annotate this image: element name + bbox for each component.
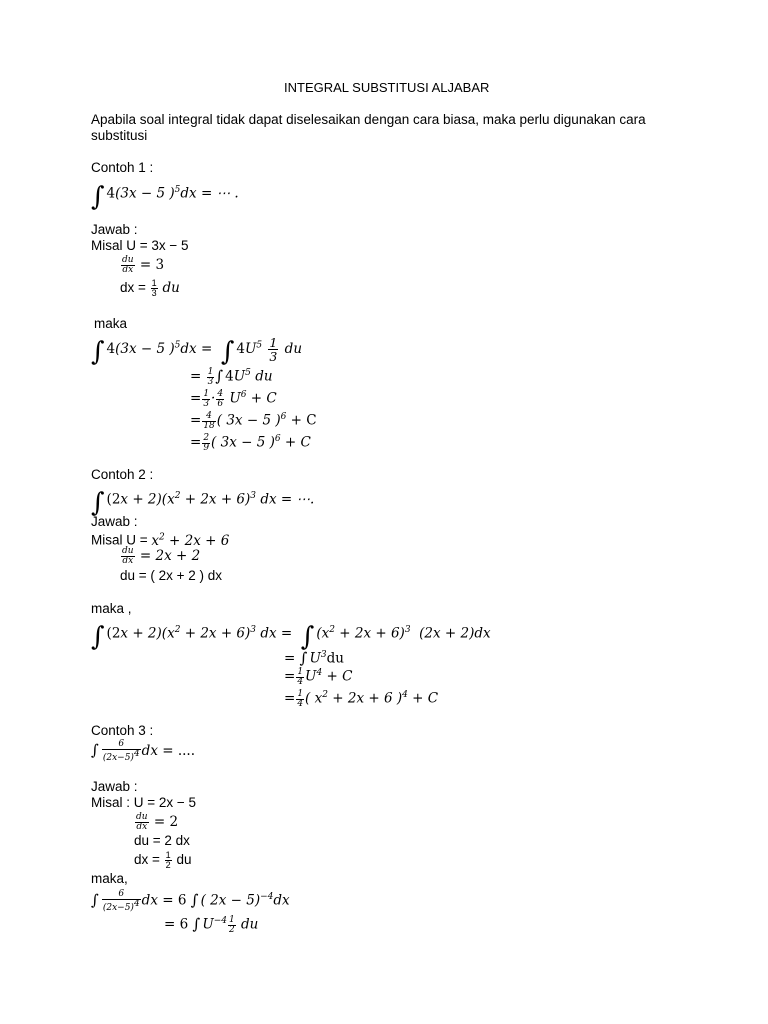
example-2-step-2: = $\frac{1}{4}$ $U^4 + C$ bbox=[284, 666, 353, 687]
example-2-answer-label: Jawab : bbox=[91, 514, 138, 529]
example-1-step-4: = $\frac{2}{9}$ ( 3x − 5 )$^6$ + C bbox=[190, 432, 311, 453]
example-1-heading: Contoh 1 : bbox=[91, 160, 154, 175]
misal-label: Misal U = bbox=[91, 532, 148, 548]
example-2-derivative: $\frac{du}{dx}$ = 2x + 2 bbox=[122, 546, 201, 566]
example-1-maka: maka bbox=[94, 316, 128, 331]
example-3-heading: Contoh 3 : bbox=[91, 723, 154, 738]
dx-label-3: dx = bbox=[134, 852, 160, 868]
example-3-problem: ∫ $\frac{6}{(2x-5)^4}$ dx = .... bbox=[91, 739, 196, 763]
example-3-substitution: Misal : U = 2x − 5 bbox=[91, 795, 197, 810]
example-1-derivative: $\frac{du}{dx}$ = 3 bbox=[122, 255, 165, 275]
example-3-maka: maka, bbox=[91, 871, 128, 886]
example-2-heading: Contoh 2 : bbox=[91, 467, 154, 482]
example-2-problem: ∫ $(2x + 2)(x^2 + 2x + 6)^3$ dx = ⋯. bbox=[91, 487, 315, 518]
example-2-substitution: Misal $U = x^2 + 2x + 6$ bbox=[91, 532, 230, 549]
dx-label: dx = bbox=[120, 280, 146, 296]
example-3-du: du = 2 dx bbox=[134, 833, 190, 848]
example-1-step-3: = $\frac{4}{18}$ ( 3x − 5 )$^6$ + C bbox=[190, 410, 317, 431]
example-1-step-2: = $\frac{1}{3}$ · $\frac{4}{6}$ $U^6 + C$ bbox=[190, 388, 277, 409]
example-1-substitution: Misal U = 3x − 5 bbox=[91, 238, 189, 253]
example-3-step-0: ∫ $\frac{6}{(2x-5)^4}$ dx = 6 ∫ ( 2x − 5)$^{-4}$dx bbox=[91, 888, 290, 913]
example-3-answer-label: Jawab : bbox=[91, 779, 138, 794]
example-1-answer-label: Jawab : bbox=[91, 222, 138, 237]
example-2-step-1: = ∫ $U^3du$ bbox=[284, 648, 344, 667]
example-2-maka: maka , bbox=[91, 601, 132, 616]
intro-paragraph: Apabila soal integral tidak dapat diselesaikan dengan cara biasa, maka perlu digunakan cara substitusi bbox=[91, 112, 646, 143]
example-3-dx: dx = $\frac{1}{2}$ du bbox=[134, 850, 192, 870]
page-title: INTEGRAL SUBSTITUSI ALJABAR bbox=[284, 80, 490, 95]
example-1-step-1: = $\frac{1}{3}$ ∫ $4U^5$ du bbox=[190, 366, 273, 387]
example-3-derivative: $\frac{du}{dx}$ = 2 bbox=[136, 812, 179, 832]
example-2-du: du = ( 2x + 2 ) dx bbox=[120, 568, 223, 583]
example-1-step-0: ∫ 4(3x − 5 )$^5$dx = ∫ $4U^5$ $\frac{1}{3}$ du bbox=[91, 335, 303, 367]
example-2-step-0: ∫ $(2x + 2)(x^2 + 2x + 6)^3$ dx = ∫ $(x^2 + 2x + 6)^3$ (2x + 2)dx bbox=[91, 621, 491, 652]
example-1-dx: dx = $\frac{1}{3}$ du bbox=[120, 278, 180, 298]
example-3-step-1: = 6 ∫ $U^{-4}$ $\frac{1}{2}$ du bbox=[164, 914, 259, 935]
example-2-step-3: = $\frac{1}{4}$ ( $x^2 + 2x + 6$ )$^4$ + C bbox=[284, 688, 439, 709]
example-1-problem: ∫ 4(3x − 5 )$^5$dx = ⋯ . bbox=[91, 181, 239, 212]
